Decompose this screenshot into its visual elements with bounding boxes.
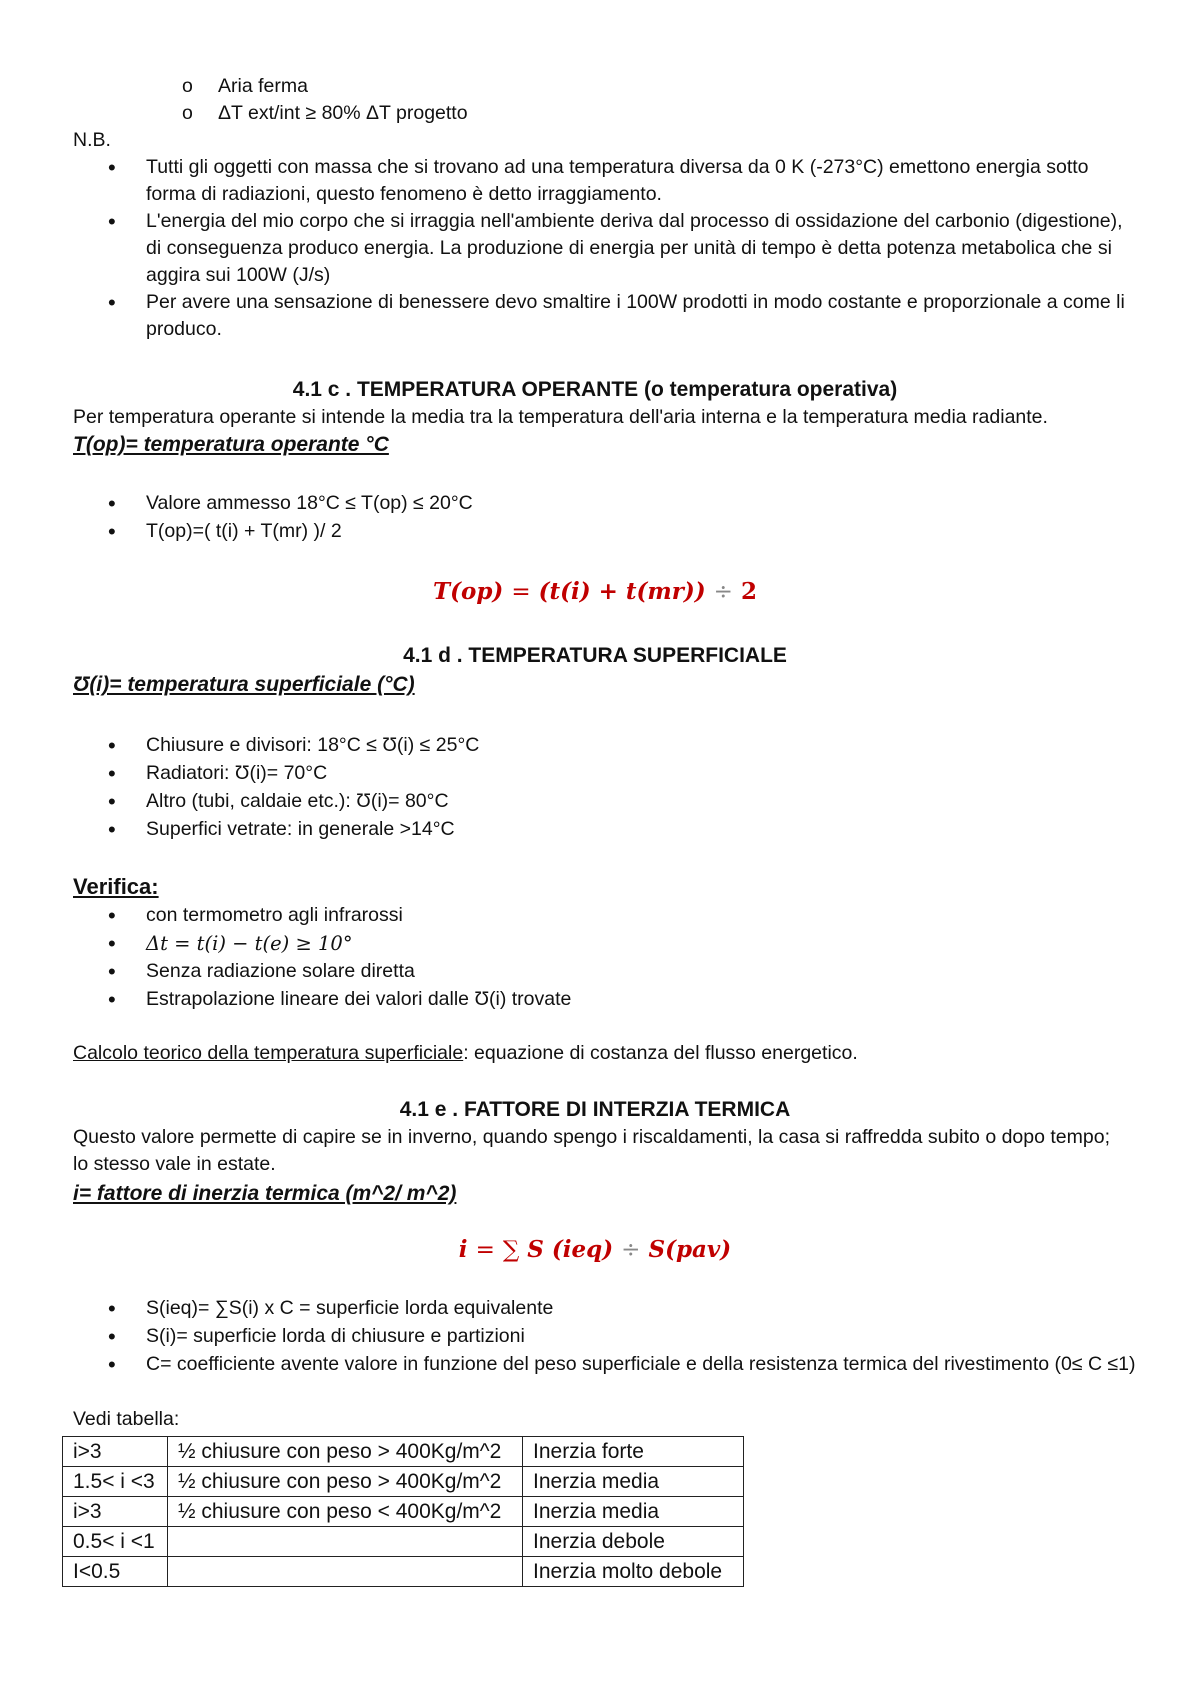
paragraph: Per temperatura operante si intende la media tra la temperatura dell'aria interna e la temperatura media radiante. (73, 406, 1048, 428)
bullet-dot: • (108, 155, 116, 180)
table-cell: ½ chiusure con peso > 400Kg/m^2 (168, 1467, 523, 1497)
paragraph (73, 1040, 1133, 1067)
formula-b: S(pav) (648, 1236, 732, 1263)
table-cell: Inerzia forte (523, 1437, 744, 1467)
bullet-dot: • (108, 209, 116, 234)
formula-a: S (ieq) (527, 1236, 614, 1263)
paragraph: Questo valore permette di capire se in inverno, quando spengo i riscaldamenti, la casa si raffredda subito o dopo tempo; lo stesso vale in estate. (73, 1126, 1110, 1175)
bullet-dot: • (108, 1324, 116, 1349)
table-intro: Vedi tabella: (73, 1408, 180, 1430)
formula-div: ÷ (621, 1237, 641, 1263)
formula-end: 2 (740, 578, 757, 605)
table-row (63, 1527, 744, 1557)
bullet-dot: • (108, 491, 116, 516)
section-heading: 4.1 c . TEMPERATURA OPERANTE (o temperatura operativa) (292, 378, 898, 401)
bullet-dot: • (108, 959, 116, 984)
bullet-dot: • (108, 903, 116, 928)
calc-link-text: Calcolo teorico della temperatura superficiale (73, 1042, 464, 1064)
bullet-dot: • (108, 1296, 116, 1321)
list-item: S(ieq)= ∑S(i) x C = superficie lorda equivalente (146, 1297, 554, 1319)
bullet-dot: • (108, 519, 116, 544)
list-item: Estrapolazione lineare dei valori dalle Ʊ(i) trovate (146, 988, 572, 1010)
table-cell: I<0.5 (63, 1557, 168, 1587)
inertia-table (62, 1436, 744, 1587)
table-cell: Inerzia debole (523, 1527, 744, 1557)
table-row (63, 1437, 744, 1467)
list-item: C= coefficiente avente valore in funzione del peso superficiale e della resistenza termica del rivestimento (0≤ C ≤1) (146, 1353, 1136, 1375)
sub-item: Aria ferma (218, 75, 308, 97)
nb-label: N.B. (73, 129, 111, 151)
table-cell: ½ chiusure con peso < 400Kg/m^2 (168, 1497, 523, 1527)
bullet-dot: • (108, 817, 116, 842)
verifica-label: Verifica: (73, 874, 159, 899)
formula-eq: = (475, 1237, 495, 1263)
table-cell: Inerzia media (523, 1497, 744, 1527)
table-cell (168, 1527, 523, 1557)
table-cell: ½ chiusure con peso > 400Kg/m^2 (168, 1437, 523, 1467)
definition: T(op)= temperatura operante °C (73, 433, 389, 456)
list-item: Valore ammesso 18°C ≤ T(op) ≤ 20°C (146, 492, 473, 514)
table-cell: Inerzia molto debole (523, 1557, 744, 1587)
formula-sum: ∑ (502, 1237, 520, 1263)
formula-lhs: i (458, 1236, 468, 1263)
formula-operante (0, 578, 1190, 606)
formula-lhs: T(op) (433, 578, 504, 605)
definition: Ʊ(i)= temperatura superficiale (°C) (73, 673, 415, 696)
sub-bullet: o (182, 102, 193, 124)
list-item: L'energia del mio corpo che si irraggia nell'ambiente deriva dal processo di ossidazione del carbonio (digestione), di conseguenza produco energia. La produzione di energia per unità di tempo è detta potenza metabolica che si aggira sui 100W (J/s) (146, 210, 1123, 286)
list-item: Tutti gli oggetti con massa che si trovano ad una temperatura diversa da 0 K (-273°C) emettono energia sotto forma di radiazioni, questo fenomeno è detto irraggiamento. (146, 156, 1089, 205)
bullet-dot: • (108, 1352, 116, 1377)
calc-rest-text: : equazione di costanza del flusso energetico. (463, 1042, 858, 1064)
list-item: S(i)= superficie lorda di chiusure e partizioni (146, 1325, 525, 1347)
bullet-dot: • (108, 789, 116, 814)
list-item: Δt = t(i) − t(e) ≥ 10° (146, 932, 353, 955)
formula-eq: = (511, 579, 531, 605)
table-row (63, 1497, 744, 1527)
table-cell: i>3 (63, 1437, 168, 1467)
list-item: con termometro agli infrarossi (146, 904, 403, 926)
bullet-dot: • (108, 290, 116, 315)
table-cell: i>3 (63, 1497, 168, 1527)
formula-rhs: (t(i) + t(mr)) (538, 578, 706, 605)
list-item: Superfici vetrate: in generale >14°C (146, 818, 455, 840)
bullet-dot: • (108, 761, 116, 786)
list-item: Altro (tubi, caldaie etc.): Ʊ(i)= 80°C (146, 790, 449, 812)
bullet-dot: • (108, 931, 116, 956)
section-heading: 4.1 d . TEMPERATURA SUPERFICIALE (403, 644, 787, 667)
section-heading: 4.1 e . FATTORE DI INTERZIA TERMICA (399, 1098, 791, 1121)
formula-inerzia (0, 1236, 1190, 1264)
table-row (63, 1467, 744, 1497)
list-item: Radiatori: Ʊ(i)= 70°C (146, 762, 328, 784)
table-cell (168, 1557, 523, 1587)
bullet-dot: • (108, 733, 116, 758)
bullet-dot: • (108, 987, 116, 1012)
table-row (63, 1557, 744, 1587)
table-cell: Inerzia media (523, 1467, 744, 1497)
table-cell: 1.5< i <3 (63, 1467, 168, 1497)
list-item: Per avere una sensazione di benessere devo smaltire i 100W prodotti in modo costante e proporzionale a come li produco. (146, 291, 1125, 340)
formula-div: ÷ (713, 579, 733, 605)
list-item: Chiusure e divisori: 18°C ≤ Ʊ(i) ≤ 25°C (146, 734, 480, 756)
table-cell: 0.5< i <1 (63, 1527, 168, 1557)
sub-item: ΔT ext/int ≥ 80% ΔT progetto (218, 102, 468, 124)
list-item: T(op)=( t(i) + T(mr) )/ 2 (146, 520, 342, 542)
definition: i= fattore di inerzia termica (m^2/ m^2) (73, 1182, 457, 1205)
list-item: Senza radiazione solare diretta (146, 960, 415, 982)
sub-bullet: o (182, 75, 193, 97)
